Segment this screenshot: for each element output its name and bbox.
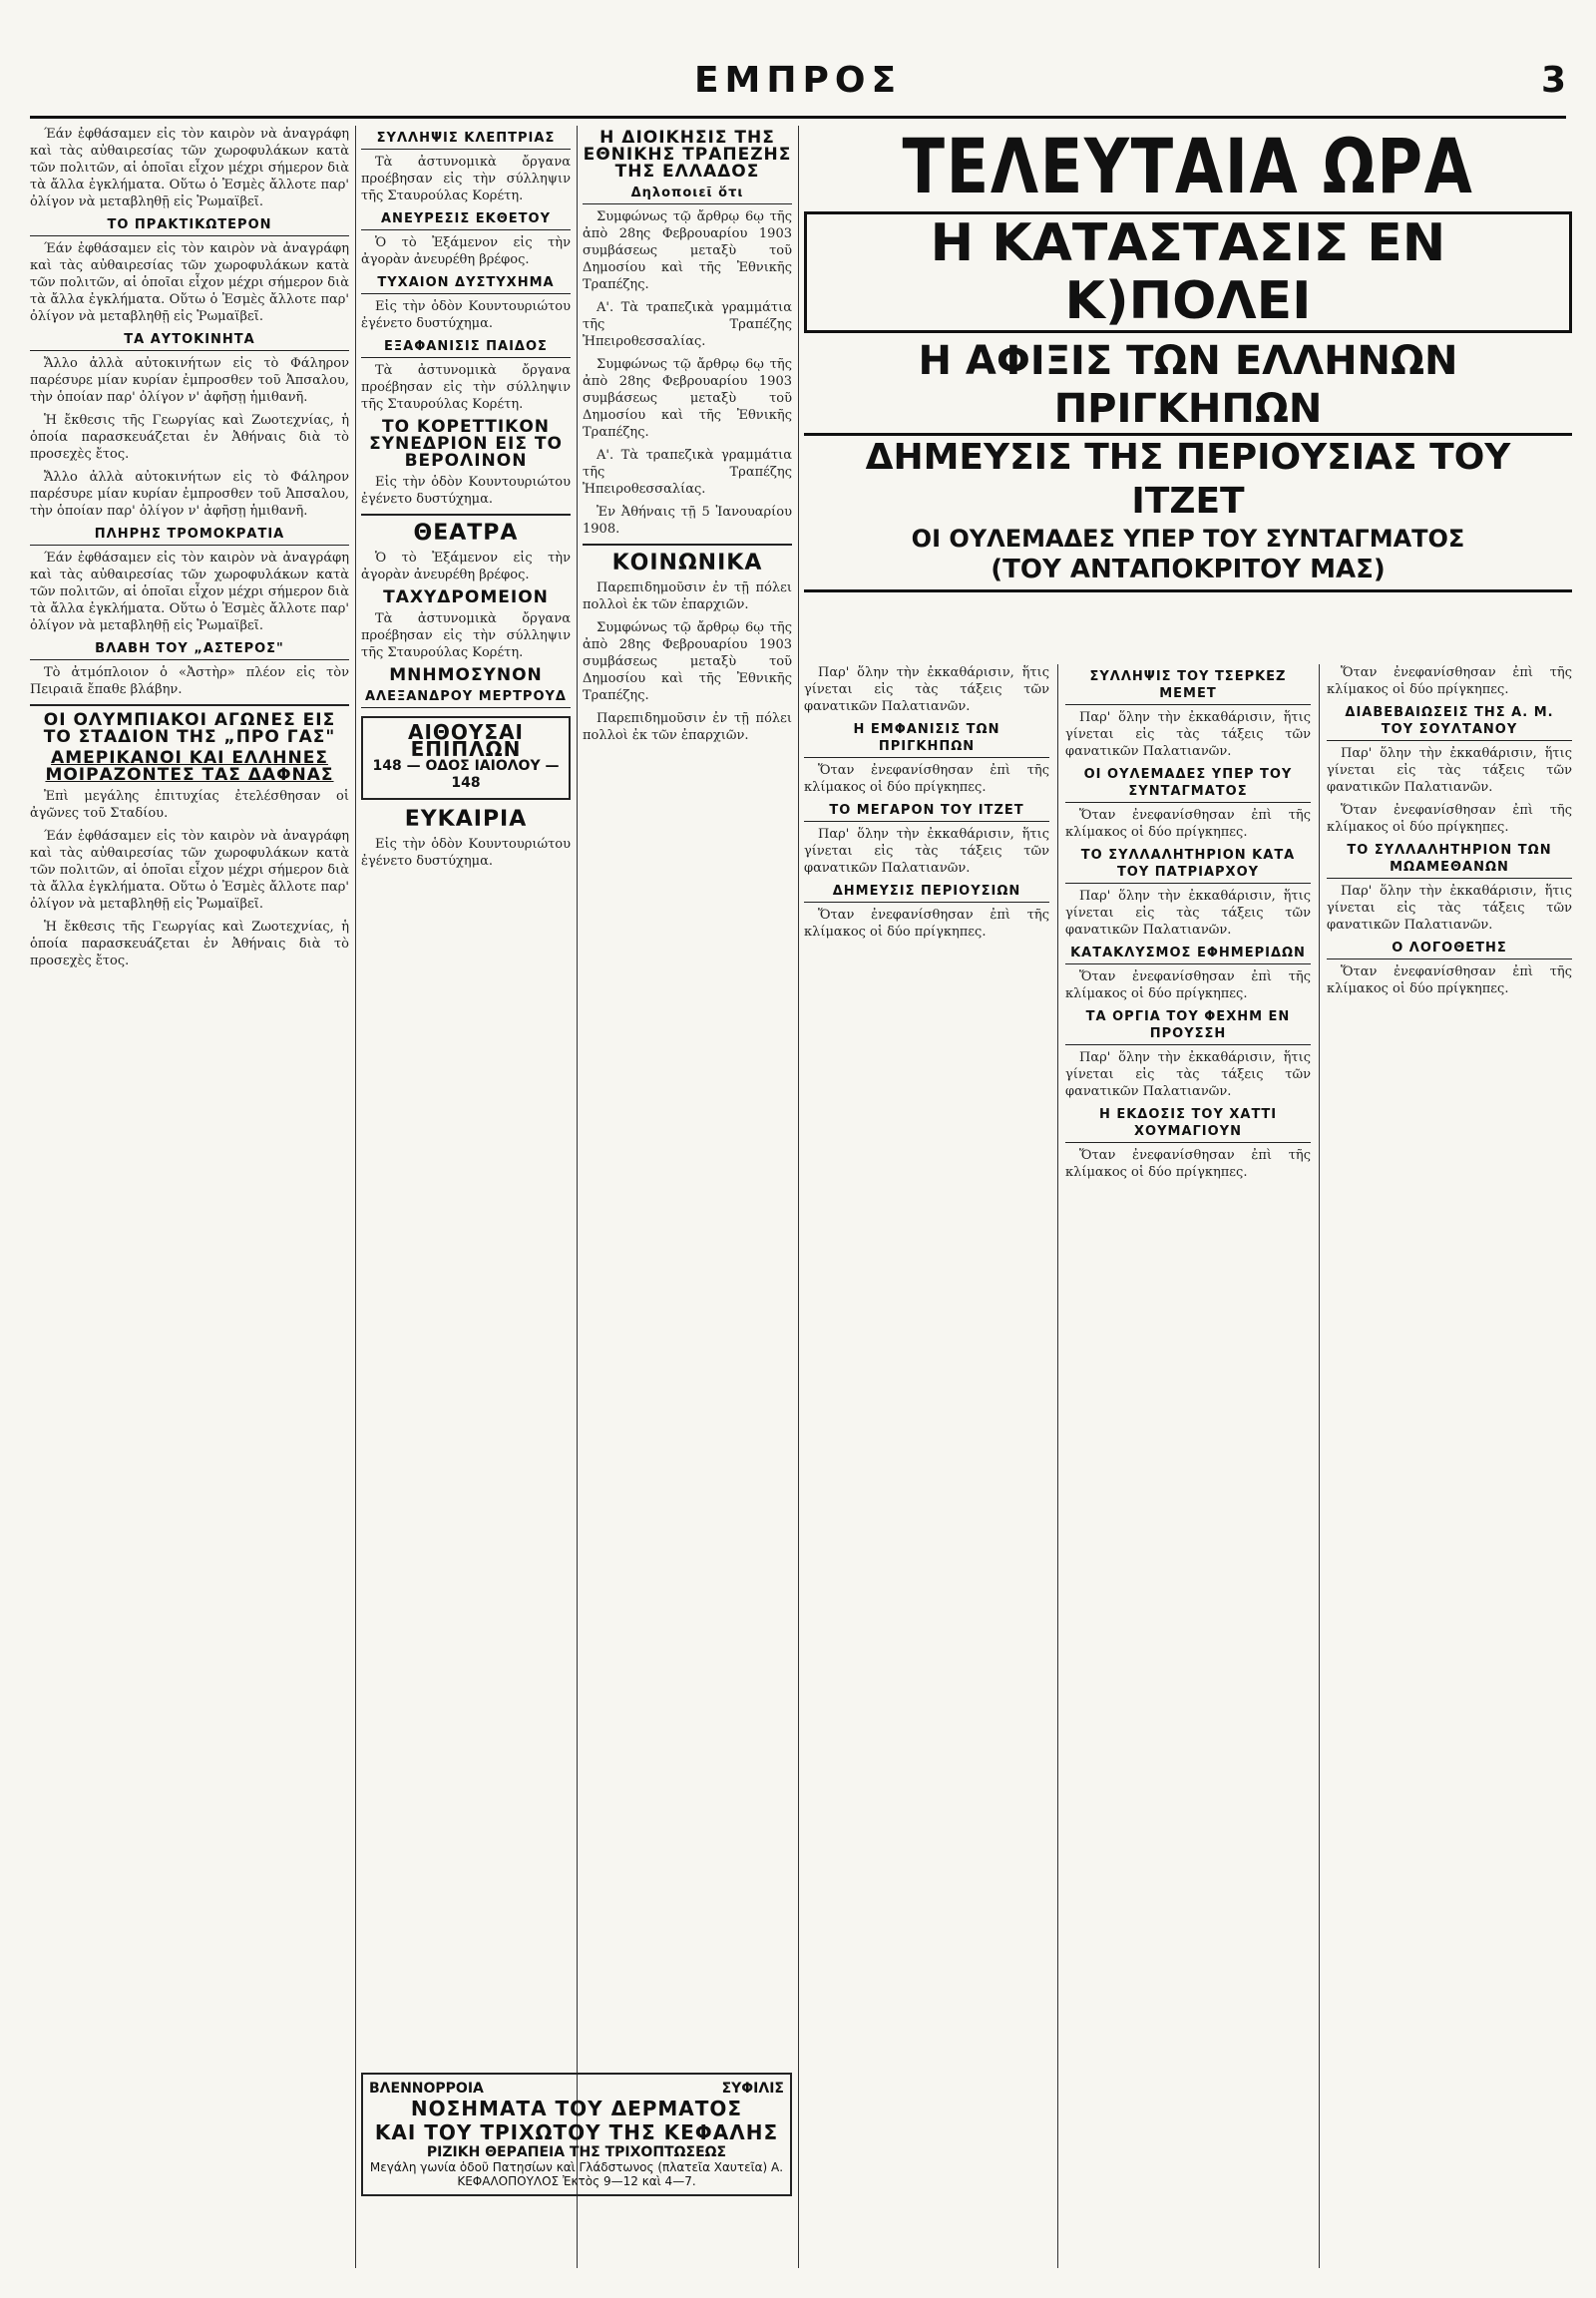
headline-autokinita: ΤΑ ΑΥΤΟΚΙΝΗΤΑ: [30, 331, 349, 351]
headline-olympiakoi-agones: ΟΙ ΟΛΥΜΠΙΑΚΟΙ ΑΓΩΝΕΣ ΕΙΣ ΤΟ ΣΤΑΔΙΟΝ ΤΗΣ „ΠΡΟ ΓΑΣ": [43, 710, 336, 747]
article-paragraph: Εἰς τὴν ὁδὸν Κουντουριώτου ἐγένετο δυστύχημα.: [361, 475, 571, 507]
headline-dimeusis-periousion: ΔΗΜΕΥΣΙΣ ΠΕΡΙΟΥΣΙΩΝ: [804, 883, 1049, 903]
article-paragraph: Α'. Τὰ τραπεζικὰ γραμμάτια τῆς Τραπέζης Ἠπειροθεσσαλίας.: [583, 300, 792, 349]
article-paragraph: Τὸ ἀτμόπλοιον ὁ «Ἀστὴρ» πλέον εἰς τὸν Πειραιᾶ ἔπαθε βλάβην.: [30, 665, 349, 697]
headline-praktikoteron: ΤΟ ΠΡΑΚΤΙΚΩΤΕΡΟΝ: [30, 216, 349, 236]
column-3: [583, 126, 792, 2268]
headline-orgia-fechim: ΤΑ ΟΡΓΙΑ ΤΟΥ ΦΕΧΗΜ ΕΝ ΠΡΟΥΣΣΗ: [1065, 1008, 1311, 1045]
headline-koinonika: ΚΟΙΝΩΝΙΚΑ: [611, 551, 763, 575]
divider: [583, 544, 792, 546]
ad-syfilis-label: ΣΥΦΙΛΙΣ: [721, 2081, 784, 2097]
column-rule: [798, 126, 799, 2268]
article-paragraph: Έάν ἐφθάσαμεν εἰς τὸν καιρὸν νὰ ἀναγράφη καὶ τὰς αὐθαιρεσίας τῶν χωροφυλάκων κατὰ τῶν πολιτῶν, αἱ ὁποῖαι εἶχον μέχρι σήμερον διὰ τὰ ἄλλα ἐγκλήματα. Οὕτω ὁ Ἐσμὲς ἄλλοτε παρ' ὀλίγον νὰ μεταβληθῇ εἰς Ῥωμαϊβεῖ.: [30, 829, 349, 912]
headline-mertroud: ΑΛΕΞΑΝΔΡΟΥ ΜΕΡΤΡΟΥΔ: [361, 688, 571, 708]
divider: [361, 514, 571, 516]
article-paragraph: Ὅταν ἐνεφανίσθησαν ἐπὶ τῆς κλίμακος οἱ δύο πρίγκηπες.: [1065, 1148, 1311, 1180]
article-paragraph: Παρ' ὅλην τὴν ἐκκαθάρισιν, ἥτις γίνεται εἰς τὰς τάξεις τῶν φανατικῶν Παλατιανῶν.: [1065, 889, 1311, 938]
article-paragraph: Ὁ τὸ Ἐξάμενον εἰς τὴν ἀγορὰν ἀνευρέθη βρέφος.: [361, 551, 571, 582]
article-paragraph: Έάν ἐφθάσαμεν εἰς τὸν καιρὸν νὰ ἀναγράφη καὶ τὰς αὐθαιρεσίας τῶν χωροφυλάκων κατὰ τῶν πολιτῶν, αἱ ὁποῖαι εἶχον μέχρι σήμερον διὰ τὰ ἄλλα ἐγκλήματα. Οὕτω ὁ Ἐσμὲς ἄλλοτε παρ' ὀλίγον νὰ μεταβληθῇ εἰς Ῥωμαϊβεῖ.: [30, 241, 349, 324]
lead-subhead: ΟΙ ΟΥΛΕΜΑΔΕΣ ΥΠΕΡ ΤΟΥ ΣΥΝΤΑΓΜΑΤΟΣ: [911, 525, 1465, 553]
headline-kataklysmos: ΚΑΤΑΚΛΥΣΜΟΣ ΕΦΗΜΕΡΙΔΩΝ: [1065, 945, 1311, 964]
article-paragraph: Ὁ τὸ Ἐξάμενον εἰς τὴν ἀγορὰν ἀνευρέθη βρέφος.: [361, 235, 571, 267]
headline-megaron-itzet: ΤΟ ΜΕΓΑΡΟΝ ΤΟΥ ΙΤΖΕΤ: [804, 802, 1049, 822]
headline-emfanisis-prigkipon: Η ΕΜΦΑΝΙΣΙΣ ΤΩΝ ΠΡΙΓΚΗΠΩΝ: [804, 721, 1049, 758]
article-paragraph: Παρεπιδημοῦσιν ἐν τῇ πόλει πολλοὶ ἐκ τῶν ἐπαρχιῶν.: [583, 580, 792, 612]
article-paragraph: Ὅταν ἐνεφανίσθησαν ἐπὶ τῆς κλίμακος οἱ δύο πρίγκηπες.: [1327, 803, 1572, 835]
headline-berolinon: ΤΟ ΚΟΡΕΤΤΙΚΟΝ ΣΥΝΕΔΡΙΟΝ ΕΙΣ ΤΟ ΒΕΡΟΛΙΝΟΝ: [369, 417, 563, 471]
headline-syllalitirion-patriarchou: ΤΟ ΣΥΛΛΑΛΗΤΗΡΙΟΝ ΚΑΤΑ ΤΟΥ ΠΑΤΡΙΑΡΧΟΥ: [1065, 847, 1311, 884]
article-paragraph: Τὰ ἀστυνομικὰ ὄργανα προέβησαν εἰς τὴν σύλληψιν τῆς Σταυρούλας Κορέτη.: [361, 611, 571, 660]
ad-nosimata: ΝΟΣΗΜΑΤΑ ΤΟΥ ΔΕΡΜΑΤΟΣ: [410, 2097, 743, 2120]
headline-diavevaioseis: ΔΙΑΒΕΒΑΙΩΣΕΙΣ ΤΗΣ Α. Μ. ΤΟΥ ΣΟΥΛΤΑΝΟΥ: [1327, 704, 1572, 741]
lead-subcolumn-b: [1065, 664, 1311, 2268]
ad-title: ΑΙΘΟΥΣΑΙ ΕΠΙΠΛΩΝ: [408, 720, 524, 761]
headline-theatra: ΘΕΑΤΡΑ: [413, 521, 519, 546]
article-paragraph: Ἄλλο ἀλλὰ αὐτοκινήτων εἰς τὸ Φάληρον παρέσυρε μίαν κυρίαν ἐμπροσθεν τοῦ Ἀπσαλου, τὴν ὁποίαν παρ' ὀλίγον ν' ἀφῆσῃ ἡμιθανῆ.: [30, 356, 349, 405]
article-paragraph: Συμφώνως τῷ ἄρθρῳ 6ῳ τῆς ἀπὸ 28ης Φεβρουαρίου 1903 συμβάσεως μεταξὺ τοῦ Δημοσίου καὶ τῆς Ἐθνικῆς Τραπέζης.: [583, 209, 792, 292]
article-paragraph: Παρεπιδημοῦσιν ἐν τῇ πόλει πολλοὶ ἐκ τῶν ἐπαρχιῶν.: [583, 711, 792, 743]
headline-oulemades: ΟΙ ΟΥΛΕΜΑΔΕΣ ΥΠΕΡ ΤΟΥ ΣΥΝΤΑΓΜΑΤΟΣ: [1065, 766, 1311, 803]
article-paragraph: Παρ' ὅλην τὴν ἐκκαθάρισιν, ἥτις γίνεται εἰς τὰς τάξεις τῶν φανατικῶν Παλατιανῶν.: [1065, 1050, 1311, 1099]
headline-vlavi-asteros: ΒΛΑΒΗ ΤΟΥ „ΑΣΤΕΡΟΣ": [30, 640, 349, 660]
divider: [30, 704, 349, 706]
article-paragraph: Ὅταν ἐνεφανίσθησαν ἐπὶ τῆς κλίμακος οἱ δύο πρίγκηπες.: [804, 763, 1049, 795]
headline-ethniki-trapeza: Η ΔΙΟΙΚΗΣΙΣ ΤΗΣ ΕΘΝΙΚΗΣ ΤΡΑΠΕΖΗΣ ΤΗΣ ΕΛΛΑΔΟΣ: [583, 128, 792, 182]
article-paragraph: Ὅταν ἐνεφανίσθησαν ἐπὶ τῆς κλίμακος οἱ δύο πρίγκηπες.: [804, 908, 1049, 940]
headline-tserkez-memet: ΣΥΛΛΗΨΙΣ ΤΟΥ ΤΣΕΡΚΕΖ ΜΕΜΕΤ: [1065, 668, 1311, 705]
headline-syllipsis-kleptrias: ΣΥΛΛΗΨΙΣ ΚΛΕΠΤΡΙΑΣ: [361, 130, 571, 150]
article-paragraph: Έάν ἐφθάσαμεν εἰς τὸν καιρὸν νὰ ἀναγράφη καὶ τὰς αὐθαιρεσίας τῶν χωροφυλάκων κατὰ τῶν πολιτῶν, αἱ ὁποῖαι εἶχον μέχρι σήμερον διὰ τὰ ἄλλα ἐγκλήματα. Οὕτω ὁ Ἐσμὲς ἄλλοτε παρ' ὀλίγον νὰ μεταβληθῇ εἰς Ῥωμαϊβεῖ.: [30, 551, 349, 633]
column-4-lead: [804, 126, 1572, 2268]
article-paragraph: Ἡ ἔκθεσις τῆς Γεωργίας καὶ Ζωοτεχνίας, ἡ ὁποία παρασκευάζεται ἐν Ἀθήναις διὰ τὸ προσεχὲς ἔτος.: [30, 920, 349, 968]
ad-box: [361, 2073, 792, 2196]
headline-logothetis: Ο ΛΟΓΟΘΕΤΗΣ: [1327, 940, 1572, 959]
page-number: 3: [1540, 60, 1566, 101]
article-paragraph: Ὅταν ἐνεφανίσθησαν ἐπὶ τῆς κλίμακος οἱ δύο πρίγκηπες.: [1065, 808, 1311, 840]
article-paragraph: Ἐπὶ μεγάλης ἐπιτυχίας ἐτελέσθησαν οἱ ἀγῶνες τοῦ Σταδίου.: [30, 789, 349, 821]
ad-blennorroia: [361, 2065, 792, 2204]
lead-byline: (ΤΟΥ ΑΝΤΑΠΟΚΡΙΤΟΥ ΜΑΣ): [804, 554, 1572, 592]
headline-eukairia: ΕΥΚΑΙΡΙΑ: [404, 807, 528, 832]
article-paragraph: Συμφώνως τῷ ἄρθρῳ 6ῳ τῆς ἀπὸ 28ης Φεβρουαρίου 1903 συμβάσεως μεταξὺ τοῦ Δημοσίου καὶ τῆς Ἐθνικῆς Τραπέζης.: [583, 357, 792, 440]
headline-syllalitirion-moamethanon: ΤΟ ΣΥΛΛΑΛΗΤΗΡΙΟΝ ΤΩΝ ΜΩΑΜΕΘΑΝΩΝ: [1327, 842, 1572, 879]
article-paragraph: Παρ' ὅλην τὴν ἐκκαθάρισιν, ἥτις γίνεται εἰς τὰς τάξεις τῶν φανατικῶν Παλατιανῶν.: [804, 665, 1049, 714]
article-paragraph: Ἄλλο ἀλλὰ αὐτοκινήτων εἰς τὸ Φάληρον παρέσυρε μίαν κυρίαν ἐμπροσθεν τοῦ Ἀπσαλου, τὴν ὁποίαν παρ' ὀλίγον ν' ἀφῆσῃ ἡμιθανῆ.: [30, 470, 349, 519]
article-paragraph: Παρ' ὅλην τὴν ἐκκαθάρισιν, ἥτις γίνεται εἰς τὰς τάξεις τῶν φανατικῶν Παλατιανῶν.: [1327, 746, 1572, 795]
lead-deck-katastasis: Η ΚΑΤΑΣΤΑΣΙΣ ΕΝ Κ)ΠΟΛΕΙ: [804, 211, 1572, 333]
ad-top-row: [369, 2081, 784, 2097]
article-paragraph: Α'. Τὰ τραπεζικὰ γραμμάτια τῆς Τραπέζης Ἠπειροθεσσαλίας.: [583, 448, 792, 497]
headline-mnimosynon: ΜΝΗΜΟΣΥΝΟΝ: [389, 665, 543, 685]
headline-exafanisis-paidos: ΕΞΑΦΑΝΙΣΙΣ ΠΑΙΔΟΣ: [361, 338, 571, 358]
article-paragraph: Παρ' ὅλην τὴν ἐκκαθάρισιν, ἥτις γίνεται εἰς τὰς τάξεις τῶν φανατικῶν Παλατιανῶν.: [1065, 710, 1311, 759]
column-rule: [1319, 664, 1320, 2268]
newspaper-title: ΕΜΠΡΟΣ: [693, 60, 903, 101]
article-signature: Ἐν Ἀθήναις τῇ 5 Ἰανουαρίου 1908.: [583, 505, 792, 537]
article-paragraph: Εἰς τὴν ὁδὸν Κουντουριώτου ἐγένετο δυστύχημα.: [361, 837, 571, 869]
ad-blennorroia-label: ΒΛΕΝΝΟΡΡΟΙΑ: [369, 2081, 484, 2097]
headline-aneuresis-ekthetou: ΑΝΕΥΡΕΣΙΣ ΕΚΘΕΤΟΥ: [361, 210, 571, 230]
article-paragraph: Συμφώνως τῷ ἄρθρῳ 6ῳ τῆς ἀπὸ 28ης Φεβρουαρίου 1903 συμβάσεως μεταξὺ τοῦ Δημοσίου καὶ τῆς Ἐθνικῆς Τραπέζης.: [583, 620, 792, 703]
lead-headline-block: [804, 126, 1572, 592]
column-2: [361, 126, 571, 2268]
column-rule: [577, 126, 578, 2268]
headline-amerikanoi-ellines: ΑΜΕΡΙΚΑΝΟΙ ΚΑΙ ΕΛΛΗΝΕΣ ΜΟΙΡΑΖΟΝΤΕΣ ΤΑΣ ΔΑΦΝΑΣ: [45, 748, 334, 785]
ad-address: 148 — ΟΔΟΣ ΙΑΙΟΛΟΥ — 148: [372, 758, 560, 791]
masthead: [30, 60, 1566, 119]
lead-subcolumn-a: [804, 664, 1049, 2268]
article-paragraph: Ἡ ἔκθεσις τῆς Γεωργίας καὶ Ζωοτεχνίας, ἡ ὁποία παρασκευάζεται ἐν Ἀθήναις διὰ τὸ προσεχὲς ἔτος.: [30, 413, 349, 462]
subhead-diloipoiei: Δηλοποιεῖ ὅτι: [583, 185, 792, 204]
article-paragraph: Τὰ ἀστυνομικὰ ὄργανα προέβησαν εἰς τὴν σύλληψιν τῆς Σταυρούλας Κορέτη.: [361, 363, 571, 412]
ad-trichotou: ΚΑΙ ΤΟΥ ΤΡΙΧΩΤΟΥ ΤΗΣ ΚΕΦΑΛΗΣ: [374, 2120, 779, 2144]
headline-tychaion-dystychima: ΤΥΧΑΙΟΝ ΔΥΣΤΥΧΗΜΑ: [361, 274, 571, 294]
article-paragraph: Παρ' ὅλην τὴν ἐκκαθάρισιν, ἥτις γίνεται εἰς τὰς τάξεις τῶν φανατικῶν Παλατιανῶν.: [1327, 884, 1572, 933]
ad-therapeia: ΡΙΖΙΚΗ ΘΕΡΑΠΕΙΑ ΤΗΣ ΤΡΙΧΟΠΤΩΣΕΩΣ: [426, 2144, 727, 2160]
headline-tromokratia: ΠΛΗΡΗΣ ΤΡΟΜΟΚΡΑΤΙΑ: [30, 526, 349, 546]
article-paragraph: Παρ' ὅλην τὴν ἐκκαθάρισιν, ἥτις γίνεται εἰς τὰς τάξεις τῶν φανατικῶν Παλατιανῶν.: [804, 827, 1049, 876]
column-1: [30, 126, 349, 2268]
article-paragraph: Ὅταν ἐνεφανίσθησαν ἐπὶ τῆς κλίμακος οἱ δύο πρίγκηπες.: [1327, 665, 1572, 697]
article-paragraph: Ὅταν ἐνεφανίσθησαν ἐπὶ τῆς κλίμακος οἱ δύο πρίγκηπες.: [1327, 964, 1572, 996]
article-paragraph: Εἰς τὴν ὁδὸν Κουντουριώτου ἐγένετο δυστύχημα.: [361, 299, 571, 331]
article-paragraph: Ὅταν ἐνεφανίσθησαν ἐπὶ τῆς κλίμακος οἱ δύο πρίγκηπες.: [1065, 969, 1311, 1001]
headline-tachydromeion: ΤΑΧΥΔΡΟΜΕΙΟΝ: [383, 587, 549, 607]
ad-address: Μεγάλη γωνία ὁδοῦ Πατησίων καὶ Γλάδστωνος (πλατεῖα Χαυτεῖα) Α. ΚΕΦΑΛΟΠΟΥΛΟΣ Ἐκτὸς 9—12 καὶ 4—7.: [369, 2160, 784, 2188]
column-rule: [355, 126, 356, 2268]
column-rule: [1057, 664, 1058, 2268]
lead-deck-prigkipes: Η ΑΦΙΞΙΣ ΤΩΝ ΕΛΛΗΝΩΝ ΠΡΙΓΚΗΠΩΝ: [804, 337, 1572, 436]
lead-banner: ΤΕΛΕΥΤΑΙΑ ΩΡΑ: [902, 126, 1474, 210]
article-paragraph: Τὰ ἀστυνομικὰ ὄργανα προέβησαν εἰς τὴν σύλληψιν τῆς Σταυρούλας Κορέτη.: [361, 155, 571, 203]
ad-aithousai: [361, 716, 571, 800]
headline-chatti-choumagioun: Η ΕΚΔΟΣΙΣ ΤΟΥ ΧΑΤΤΙ ΧΟΥΜΑΓΙΟΥΝ: [1065, 1106, 1311, 1143]
lead-deck-dimeusis: ΔΗΜΕΥΣΙΣ ΤΗΣ ΠΕΡΙΟΥΣΙΑΣ ΤΟΥ ΙΤΖΕΤ: [865, 437, 1511, 522]
article-paragraph: Έάν ἐφθάσαμεν εἰς τὸν καιρὸν νὰ ἀναγράφη καὶ τὰς αὐθαιρεσίας τῶν χωροφυλάκων κατὰ τῶν πολιτῶν, αἱ ὁποῖαι εἶχον μέχρι σήμερον διὰ τὰ ἄλλα ἐγκλήματα. Οὕτω ὁ Ἐσμὲς ἄλλοτε παρ' ὀλίγον νὰ μεταβληθῇ εἰς Ῥωμαϊβεῖ.: [30, 127, 349, 209]
lead-subcolumn-c: [1327, 664, 1572, 2268]
